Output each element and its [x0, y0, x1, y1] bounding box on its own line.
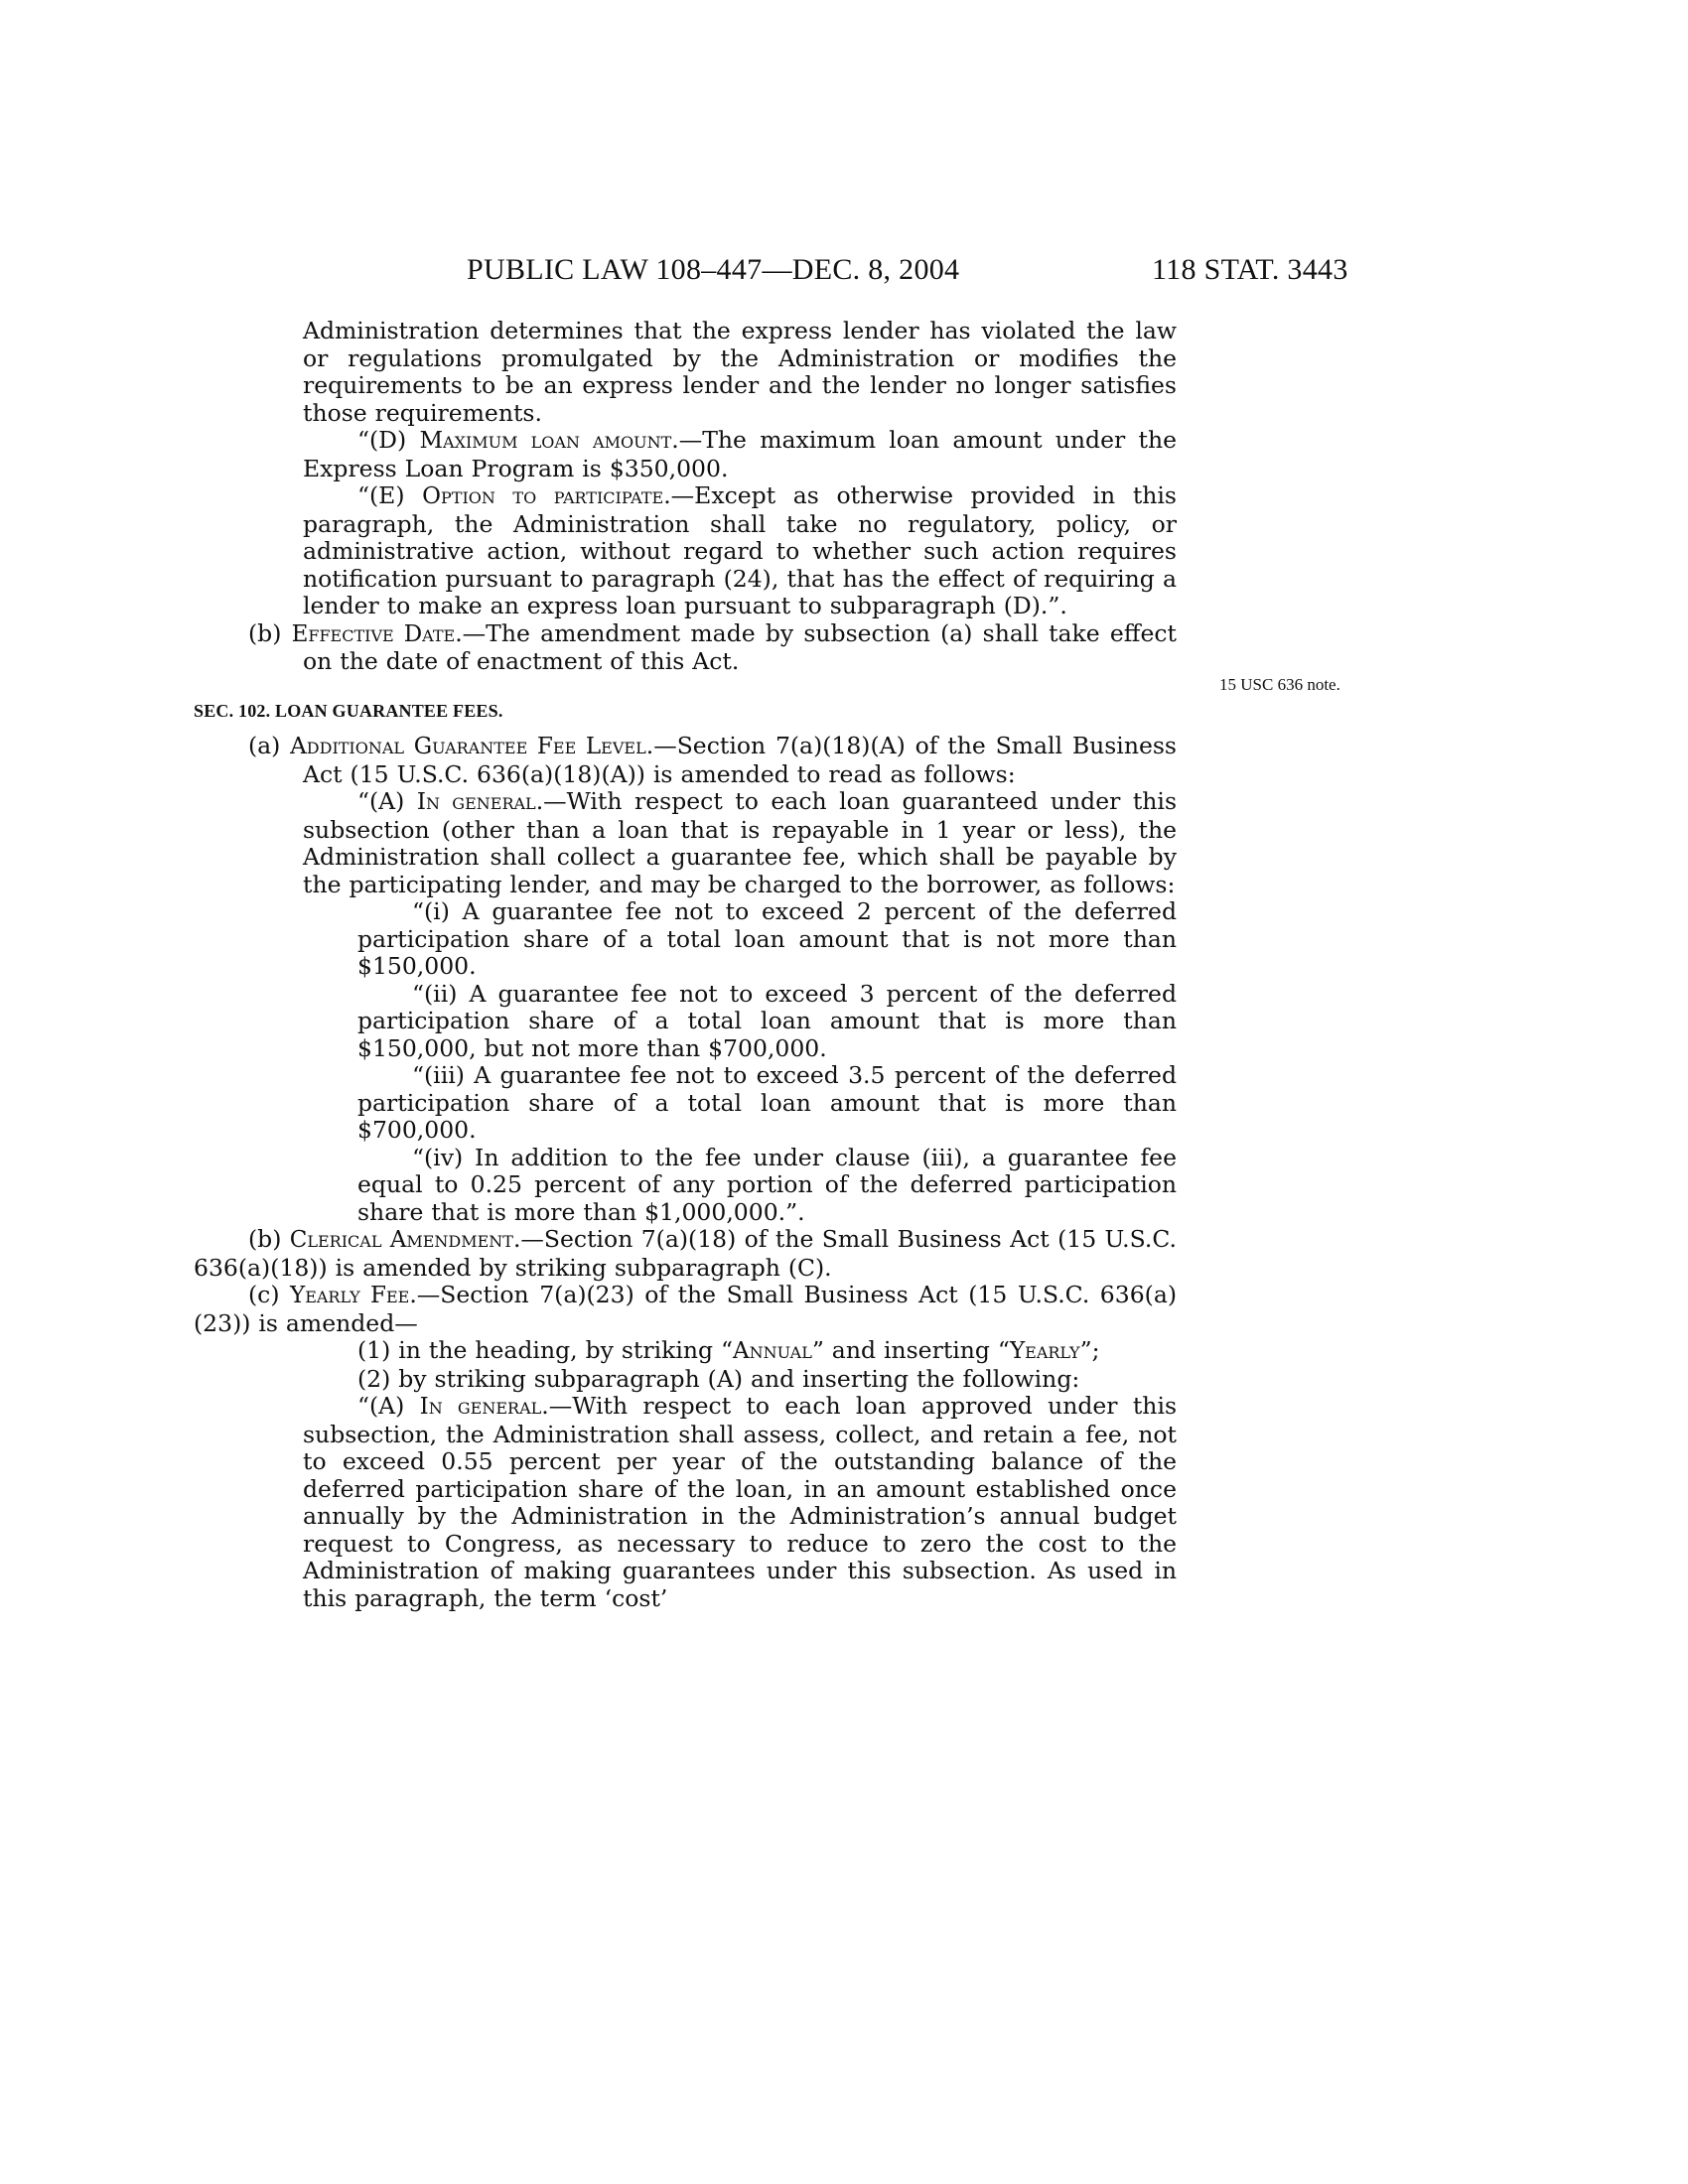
paragraph-option-to-participate: [303, 482, 1177, 620]
margin-note: 15 USC 636 note.: [1219, 675, 1340, 694]
item-text: ” and inserting “: [811, 1336, 1010, 1364]
paragraph-text: .—The maximum loan amount under the Express Loan Program is $350,000.: [303, 426, 1177, 482]
paragraph-heading: In general: [416, 789, 536, 815]
paragraph-heading: In general: [419, 1394, 542, 1420]
paragraph-effective-date: [194, 620, 1177, 676]
clause-iii: “(iii) A guarantee fee not to exceed 3.5 percent of the deferred participation share of a total loan amount that is more than $700,000.: [357, 1061, 1177, 1144]
paragraph-lead: “(A): [357, 787, 417, 815]
running-title: PUBLIC LAW 108–447—DEC. 8, 2004: [467, 253, 960, 286]
paragraph-text: .—The amendment made by subsection (a) shall take effect on the date of enactment of this Act.: [303, 618, 1177, 675]
paragraph-lead: “(E): [357, 481, 423, 509]
item-text: (1) in the heading, by striking “: [357, 1336, 734, 1364]
paragraph-heading: Effective Date: [291, 620, 456, 647]
item-1: [248, 1337, 1177, 1366]
section-heading: SEC. 102. LOAN GUARANTEE FEES.: [194, 700, 503, 721]
paragraph-lead: “(A): [357, 1392, 420, 1420]
paragraph-in-general-2: [303, 1393, 1177, 1612]
paragraph-text: .—With respect to each loan approved under this subsection, the Administration shall assess, collect, and retain a fee, not to exceed 0.55 percent per year of the outstanding balance of the deferred participation share of the loan, in an amount established once annually by the Administration in the Administration’s annual budget request to Congress, as necessary to reduce to zero the cost to the Administration of making guarantees under this subsection. As used in this paragraph, the term ‘cost’: [303, 1392, 1178, 1612]
paragraph-in-general: [303, 788, 1177, 898]
paragraph-text: .—Section 7(a)(18)(A) of the Small Business Act (15 U.S.C. 636(a)(18)(A)) is amended to read as follows:: [303, 732, 1177, 788]
paragraph-text: .—Section 7(a)(18) of the Small Business Act (15 U.S.C. 636(a)(18)) is amended by striking subparagraph (C).: [194, 1225, 1178, 1282]
paragraph-heading: Additional Guarantee Fee Level: [290, 734, 646, 759]
clause-ii: “(ii) A guarantee fee not to exceed 3 percent of the deferred participation share of a total loan amount that is more than $150,000, but not more than $700,000.: [357, 979, 1177, 1062]
stat-page-number: 118 STAT. 3443: [1152, 253, 1348, 286]
item-smallcaps: Annual: [733, 1338, 812, 1364]
paragraph-heading: Option to participate: [422, 483, 664, 509]
paragraph-heading: Clerical Amendment: [289, 1227, 513, 1253]
item-2: (2) by striking subparagraph (A) and inserting the following:: [357, 1364, 1080, 1393]
paragraph-text: .—Except as otherwise provided in this paragraph, the Administration shall take no regulatory, policy, or administrative action, without regard to whether such action requires notification pursuant to paragraph (24), that has the effect of requiring a lender to make an express loan pursuant to subparagraph (D).”.: [303, 481, 1177, 619]
paragraph-heading: Yearly Fee: [290, 1283, 410, 1308]
paragraph-continuation: Administration determines that the express lender has violated the law or regulations promulgated by the Administration or modifies the requirements to be an express lender and the lender no longer satisfies those requirements.: [303, 317, 1177, 427]
paragraph-clerical-amendment: [194, 1226, 1177, 1282]
paragraph-lead: (c): [248, 1281, 291, 1308]
paragraph-lead: (b): [248, 1225, 290, 1253]
paragraph-lead: “(D): [357, 426, 420, 454]
paragraph-text: .—Section 7(a)(23) of the Small Business Act (15 U.S.C. 636(a)(23)) is amended—: [194, 1281, 1178, 1337]
paragraph-lead: (a): [248, 732, 291, 759]
paragraph-additional-guarantee-fee: [194, 733, 1177, 788]
document-body: [194, 317, 1178, 1612]
paragraph-text: .—With respect to each loan guaranteed under this subsection (other than a loan that is repayable in 1 year or less), the Administration shall collect a guarantee fee, which shall be payable by the participating lender, and may be charged to the borrower, as follows:: [303, 787, 1178, 898]
paragraph-heading: Maximum loan amount: [419, 428, 672, 454]
item-text: ”;: [1079, 1336, 1100, 1364]
clause-i: “(i) A guarantee fee not to exceed 2 percent of the deferred participation share of a total loan amount that is not more than $150,000.: [357, 897, 1177, 980]
paragraph-yearly-fee: [194, 1282, 1177, 1337]
paragraph-lead: (b): [248, 618, 292, 647]
paragraph-max-loan-amount: [303, 427, 1177, 482]
item-smallcaps: Yearly: [1009, 1338, 1080, 1364]
clause-iv: “(iv) In addition to the fee under clause (iii), a guarantee fee equal to 0.25 percent of any portion of the deferred participation share that is more than $1,000,000.”.: [357, 1143, 1177, 1226]
